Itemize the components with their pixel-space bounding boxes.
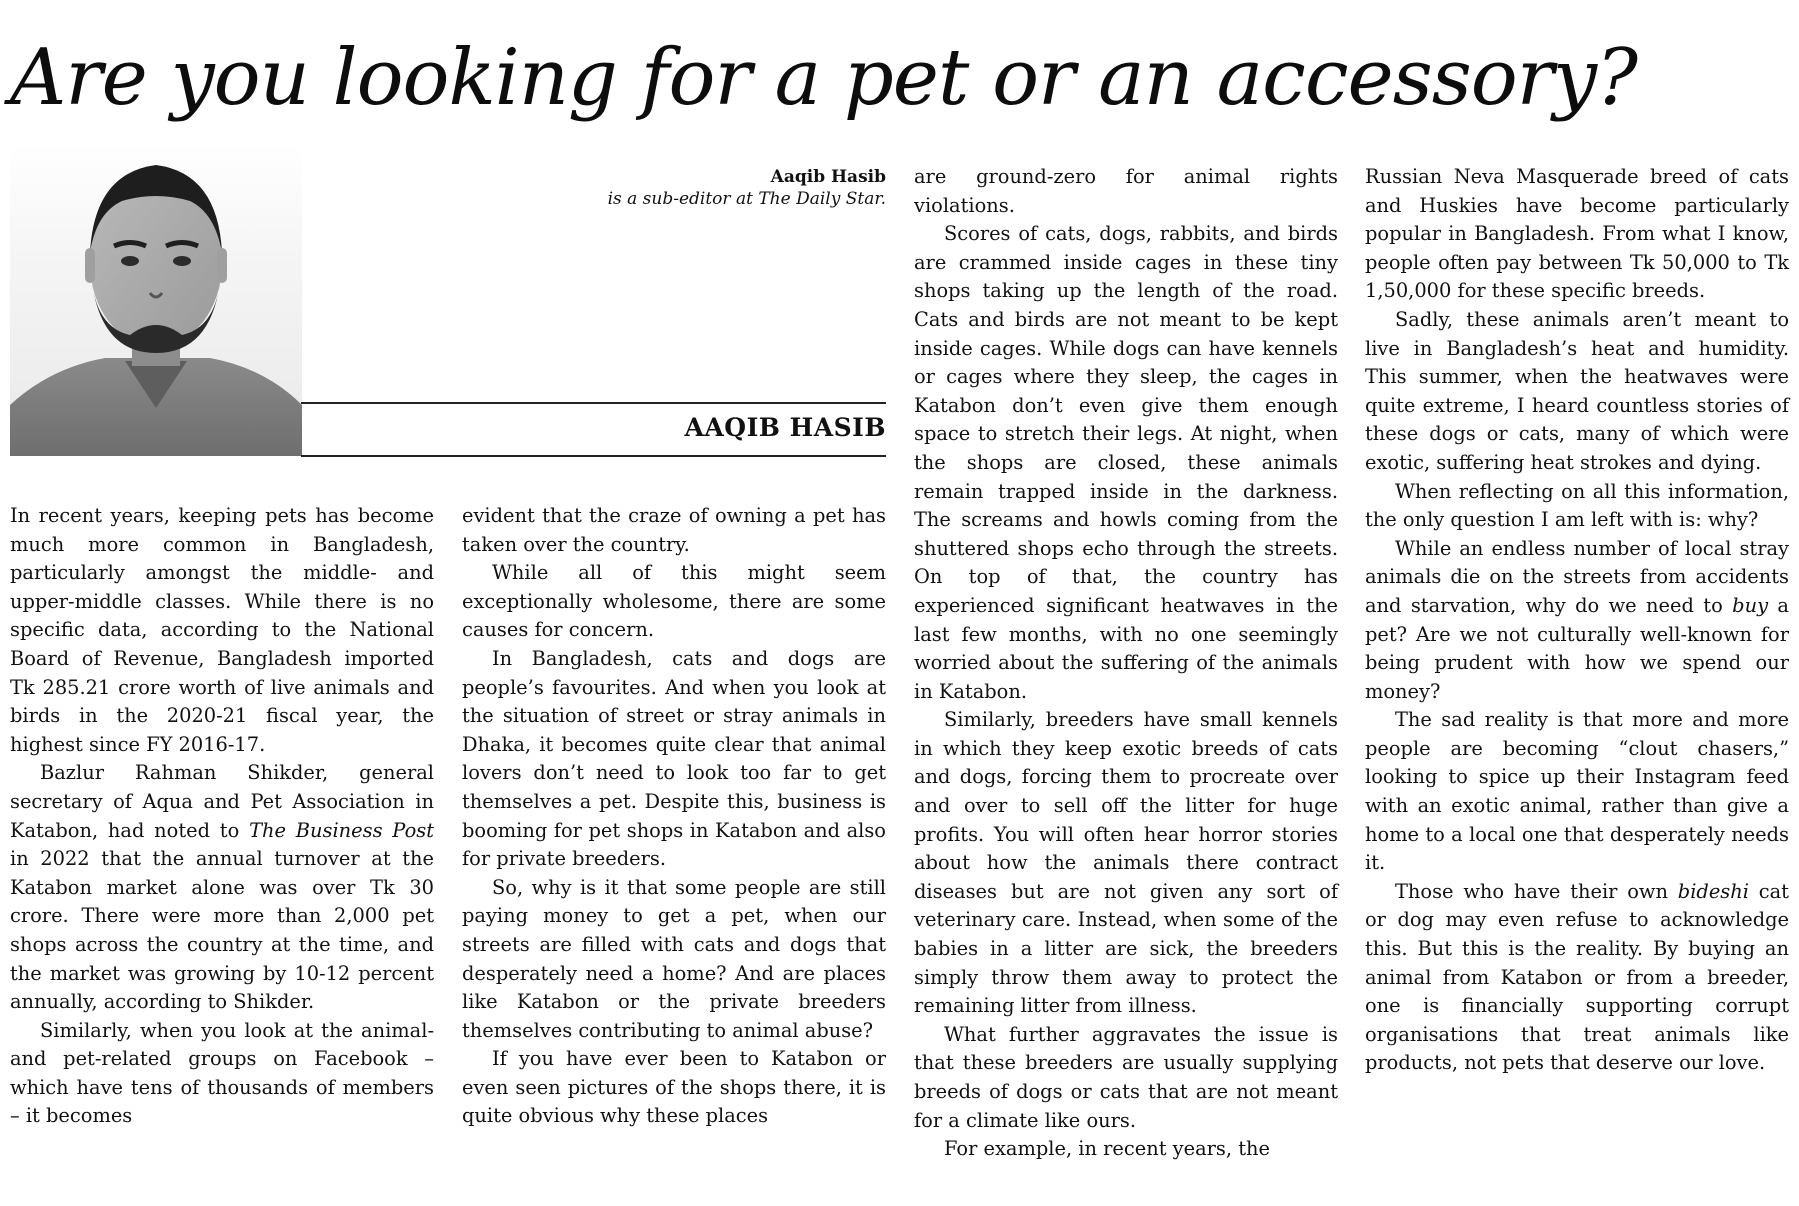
paragraph-text: evident that the craze of owning a pet has taken over the country. [462,504,886,556]
paragraph [462,874,886,1046]
paragraph-text: Bazlur Rahman Shikder, general secretary of Aqua and Pet Association in Katabon, had noted to [10,761,434,842]
paragraph [1365,478,1789,535]
paragraph-text: Sadly, these animals aren’t meant to live in Bangladesh’s heat and humidity. This summer, when the heatwaves were quite extreme, I heard countless stories of these dogs or cats, many of which were exotic, suffering heat strokes and dying. [1365,307,1789,474]
headline: Are you looking for a pet or an accessory? [10,33,1637,123]
paragraph-text: While all of this might seem exceptionally wholesome, there are some causes for concern. [462,561,886,642]
paragraph [462,1045,886,1131]
byline-rule-bottom [301,455,886,457]
paragraph [10,502,434,759]
paragraph-text: Scores of cats, dogs, rabbits, and birds are crammed inside cages in these tiny shops taking up the length of the road. Cats and birds are not meant to be kept inside cages. While dogs can have kennels or cages where they sleep, the cages in Katabon don’t even give them enough space to stretch their legs. At night, when the shops are closed, these animals remain trapped inside in the darkness. The screams and howls coming from the shuttered shops echo through the streets. On top of that, the country has experienced significant heatwaves in the last few months, with no one seemingly worried about the suffering of the animals in Katabon. [914,222,1338,703]
paragraph [462,645,886,874]
paragraph [462,502,886,559]
paragraph-text: For example, in recent years, the [944,1137,1270,1161]
paragraph-text: Those who have their own [1395,879,1678,903]
paragraph-text: If you have ever been to Katabon or even seen pictures of the shops there, it is quite obvious why these places [462,1047,886,1128]
paragraph-text: What further aggravates the issue is that these breeders are usually supplying breeds of dogs or cats that are not meant for a climate like ours. [914,1022,1338,1132]
paragraph [1365,535,1789,707]
paragraph-text: are ground-zero for animal rights violations. [914,165,1338,217]
paragraph-text: While an endless number of local stray animals die on the streets from accidents and starvation, why do we need to [1365,536,1789,617]
article-column-1 [10,502,434,1202]
paragraph [462,559,886,645]
paragraph-text: Similarly, when you look at the animal- and pet-related groups on Facebook – which have tens of thousands of members – it becomes [10,1018,434,1128]
byline-rule-top [301,402,886,404]
paragraph-text: Russian Neva Masquerade breed of cats and Huskies have become particularly popular in Bangladesh. From what I know, people often pay between Tk 50,000 to Tk 1,50,000 for these specific breeds. [1365,165,1789,303]
italic-text: buy [1732,593,1769,617]
italic-text: The Business Post [249,818,434,842]
paragraph-text: So, why is it that some people are still paying money to get a pet, when our streets are filled with cats and dogs that desperately need a home? And are places like Katabon or the private breeders themselves contributing to animal abuse? [462,875,886,1042]
paragraph [1365,878,1789,1078]
article-column-3 [914,163,1338,1203]
author-name-caps: AAQIB HASIB [684,413,886,442]
paragraph [10,1017,434,1131]
article-column-4 [1365,163,1789,1203]
paragraph-text: In recent years, keeping pets has become much more common in Bangladesh, particularly amongst the middle- and upper-middle classes. While there is no specific data, according to the National Board of Revenue, Bangladesh imported Tk 285.21 crore worth of live animals and birds in the 2020-21 fiscal year, the highest since FY 2016-17. [10,504,434,756]
author-description: is a sub-editor at The Daily Star. [607,189,886,209]
article-column-2 [462,502,886,1202]
author-name: Aaqib Hasib [770,167,886,187]
paragraph [914,706,1338,1021]
paragraph-text: Similarly, breeders have small kennels in which they keep exotic breeds of cats and dogs, forcing them to procreate over and over to sell off the litter for huge profits. You will often hear horror stories about how the animals there contract diseases but are not given any sort of veterinary care. Instead, when some of the babies in a litter are sick, the breeders simply throw them away to protect the remaining litter from illness. [914,708,1338,1018]
italic-text: bideshi [1677,879,1749,903]
paragraph [1365,306,1789,478]
paragraph [914,1021,1338,1135]
paragraph-text: a pet? Are we not culturally well-known for being prudent with how we spend our money? [1365,593,1789,703]
paragraph [1365,163,1789,306]
paragraph [914,1135,1338,1164]
paragraph-text: in 2022 that the annual turnover at the Katabon market alone was over Tk 30 crore. There were more than 2,000 pet shops across the country at the time, and the market was growing by 10-12 percent annually, according to Shikder. [10,847,434,1014]
paragraph [1365,706,1789,878]
paragraph [914,163,1338,220]
paragraph-text: The sad reality is that more and more people are becoming “clout chasers,” looking to spice up their Instagram feed with an exotic animal, rather than give a home to a local one that desperately needs it. [1365,708,1789,875]
paragraph-text: When reflecting on all this information, the only question I am left with is: why? [1365,479,1789,532]
byline [608,166,886,210]
paragraph [914,220,1338,706]
author-photo [10,143,302,456]
paragraph [10,759,434,1016]
paragraph-text: cat or dog may even refuse to acknowledge this. But this is the reality. By buying an animal from Katabon or from a breeder, one is financially supporting corrupt organisations that treat animals like products, not pets that deserve our love. [1365,879,1789,1075]
paragraph-text: In Bangladesh, cats and dogs are people’s favourites. And when you look at the situation of street or stray animals in Dhaka, it becomes quite clear that animal lovers don’t need to look too far to get themselves a pet. Despite this, business is booming for pet shops in Katabon and also for private breeders. [462,646,886,871]
